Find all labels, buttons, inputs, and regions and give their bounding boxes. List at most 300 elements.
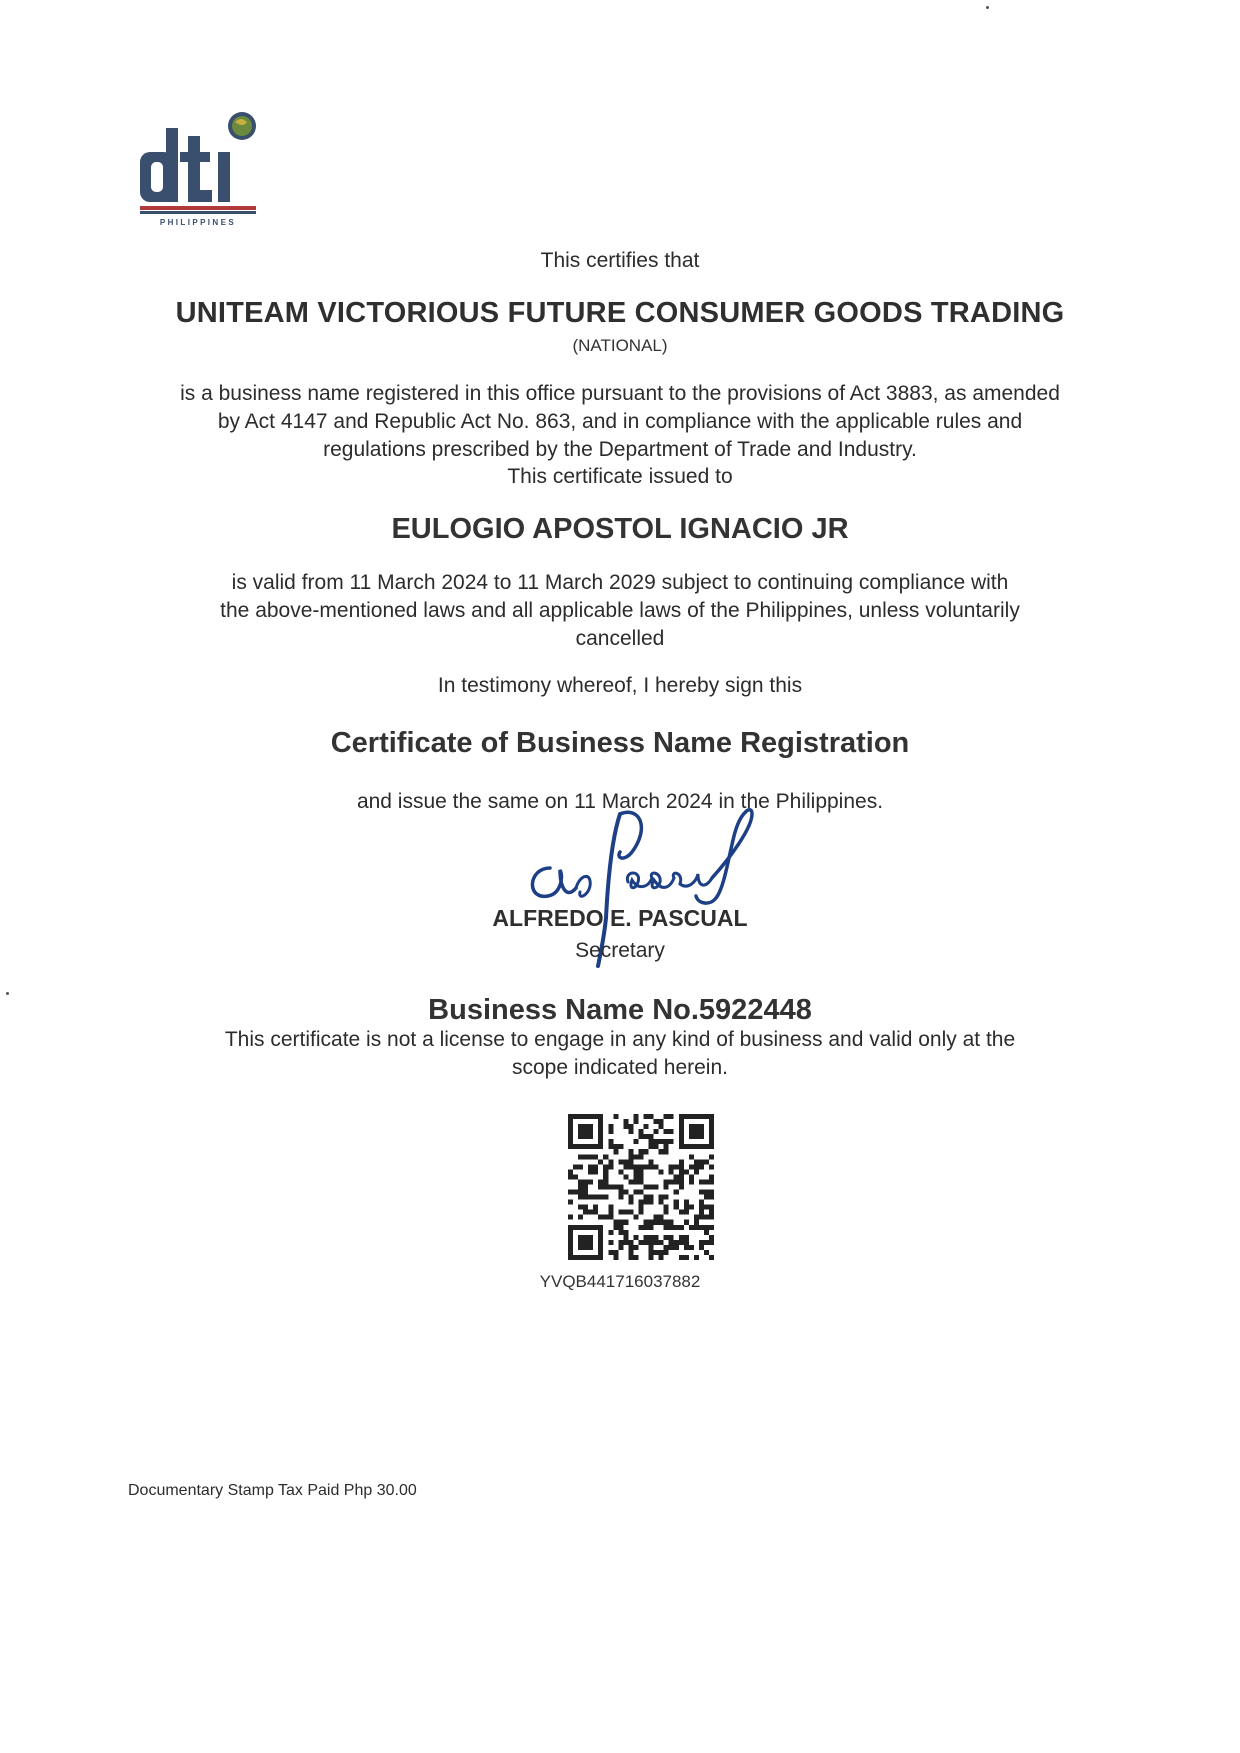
qr-module [699, 1240, 704, 1245]
qr-module [709, 1210, 714, 1215]
qr-module [674, 1174, 679, 1179]
qr-module [704, 1240, 709, 1245]
qr-module [664, 1225, 669, 1230]
qr-module [709, 1235, 714, 1240]
qr-module [664, 1195, 669, 1200]
qr-module [593, 1154, 598, 1159]
qr-module [644, 1225, 649, 1230]
qr-module [664, 1235, 669, 1240]
qr-module [664, 1220, 669, 1225]
qr-module [578, 1164, 583, 1169]
qr-module [583, 1184, 588, 1189]
qr-module [644, 1149, 649, 1154]
qr-module [684, 1169, 689, 1174]
qr-module [608, 1144, 613, 1149]
qr-module [679, 1164, 684, 1169]
qr-code-icon [568, 1114, 714, 1260]
qr-module [704, 1179, 709, 1184]
qr-module [664, 1210, 669, 1215]
qr-module [618, 1210, 623, 1215]
qr-module [638, 1154, 643, 1159]
qr-module [633, 1154, 638, 1159]
qr-module [659, 1215, 664, 1220]
qr-module [593, 1169, 598, 1174]
qr-module [669, 1179, 674, 1184]
qr-module [659, 1240, 664, 1245]
qr-module [664, 1129, 669, 1134]
qr-module [659, 1195, 664, 1200]
qr-module [603, 1215, 608, 1220]
qr-module [694, 1215, 699, 1220]
qr-module [593, 1195, 598, 1200]
qr-module [618, 1220, 623, 1225]
qr-module [618, 1190, 623, 1195]
qr-module [588, 1210, 593, 1215]
qr-module [598, 1179, 603, 1184]
qr-module [603, 1174, 608, 1179]
qr-module [699, 1200, 704, 1205]
qr-module [649, 1225, 654, 1230]
qr-module [649, 1139, 654, 1144]
dti-logo-icon [140, 110, 270, 218]
qr-module [628, 1250, 633, 1255]
qr-module [654, 1240, 659, 1245]
qr-module [638, 1169, 643, 1174]
qr-module [669, 1129, 674, 1134]
qr-module [613, 1149, 618, 1154]
qr-module [699, 1210, 704, 1215]
qr-module [613, 1250, 618, 1255]
qr-module [649, 1164, 654, 1169]
business-name-number: Business Name No.5922448 [428, 994, 812, 1026]
qr-module [709, 1154, 714, 1159]
qr-module [644, 1235, 649, 1240]
qr-module [638, 1129, 643, 1134]
paragraph-line: is a business name registered in this office pursuant to the provisions of Act 3883, as amended [180, 382, 1060, 405]
qr-module [684, 1200, 689, 1205]
qr-module [704, 1215, 709, 1220]
qr-module [674, 1179, 679, 1184]
qr-module [684, 1240, 689, 1245]
qr-module [623, 1220, 628, 1225]
qr-module [649, 1159, 654, 1164]
qr-module [608, 1205, 613, 1210]
qr-module [694, 1169, 699, 1174]
qr-module [623, 1240, 628, 1245]
qr-module [588, 1164, 593, 1169]
qr-module [573, 1164, 578, 1169]
qr-module [644, 1220, 649, 1225]
qr-module [578, 1215, 583, 1220]
qr-module [633, 1235, 638, 1240]
qr-module [689, 1179, 694, 1184]
qr-module [568, 1174, 573, 1179]
qr-module [608, 1139, 613, 1144]
qr-module [669, 1245, 674, 1250]
qr-module [689, 1164, 694, 1169]
qr-module [659, 1250, 664, 1255]
qr-module [699, 1245, 704, 1250]
qr-module [613, 1144, 618, 1149]
qr-module [573, 1174, 578, 1179]
qr-module [638, 1240, 643, 1245]
qr-module [664, 1179, 669, 1184]
qr-module [679, 1159, 684, 1164]
qr-module [613, 1255, 618, 1260]
qr-module [633, 1139, 638, 1144]
qr-module [659, 1255, 664, 1260]
paragraph-line: cancelled [575, 627, 665, 650]
qr-module [659, 1124, 664, 1129]
qr-module [649, 1255, 654, 1260]
qr-module [704, 1225, 709, 1230]
qr-module [689, 1154, 694, 1159]
qr-module [628, 1240, 633, 1245]
qr-module [613, 1220, 618, 1225]
qr-module [623, 1164, 628, 1169]
qr-module [649, 1245, 654, 1250]
qr-module [633, 1190, 638, 1195]
qr-module [633, 1114, 638, 1119]
qr-module [588, 1169, 593, 1174]
qr-module [633, 1119, 638, 1124]
qr-module [644, 1184, 649, 1189]
qr-module [598, 1195, 603, 1200]
qr-module [573, 1190, 578, 1195]
qr-module [649, 1220, 654, 1225]
qr-module [628, 1129, 633, 1134]
qr-module [644, 1240, 649, 1245]
paragraph-line: This certificate is not a license to engage in any kind of business and valid only at the [224, 1028, 1016, 1051]
qr-module [638, 1174, 643, 1179]
qr-module [593, 1210, 598, 1215]
qr-module [618, 1240, 623, 1245]
qr-module [674, 1200, 679, 1205]
qr-module [644, 1134, 649, 1139]
qr-module [669, 1220, 674, 1225]
qr-module [618, 1225, 623, 1230]
qr-module [618, 1159, 623, 1164]
qr-module [679, 1169, 684, 1174]
qr-module [709, 1179, 714, 1184]
qr-module [628, 1164, 633, 1169]
qr-module [649, 1235, 654, 1240]
qr-module [664, 1149, 669, 1154]
qr-module [659, 1149, 664, 1154]
qr-module [704, 1159, 709, 1164]
qr-module [684, 1210, 689, 1215]
qr-module [649, 1134, 654, 1139]
qr-module [623, 1190, 628, 1195]
qr-module [644, 1164, 649, 1169]
qr-module [583, 1205, 588, 1210]
qr-module [593, 1164, 598, 1169]
qr-module [633, 1215, 638, 1220]
qr-module [709, 1240, 714, 1245]
qr-module [638, 1164, 643, 1169]
qr-module [704, 1190, 709, 1195]
qr-module [689, 1174, 694, 1179]
qr-module [679, 1235, 684, 1240]
qr-module [654, 1139, 659, 1144]
qr-module [628, 1179, 633, 1184]
qr-module [568, 1215, 573, 1220]
qr-module [613, 1114, 618, 1119]
qr-module [618, 1195, 623, 1200]
qr-module [644, 1114, 649, 1119]
qr-module [623, 1235, 628, 1240]
qr-module [679, 1174, 684, 1179]
qr-module [699, 1205, 704, 1210]
signatory-name: ALFREDO E. PASCUAL [492, 905, 748, 931]
qr-module [709, 1164, 714, 1169]
qr-module [578, 1205, 583, 1210]
qr-module [598, 1215, 603, 1220]
qr-module [654, 1250, 659, 1255]
qr-module [628, 1124, 633, 1129]
issued-to-intro: This certificate issued to [507, 465, 733, 488]
qr-module [633, 1164, 638, 1169]
qr-module [608, 1240, 613, 1245]
qr-module [664, 1139, 669, 1144]
qr-module [674, 1225, 679, 1230]
paragraph-line: scope indicated herein. [512, 1056, 728, 1079]
qr-module [578, 1124, 593, 1139]
qr-module [654, 1184, 659, 1189]
qr-module [654, 1215, 659, 1220]
qr-module [679, 1179, 684, 1184]
qr-module [568, 1200, 573, 1205]
validity-paragraph [0, 569, 1240, 653]
paragraph-line: by Act 4147 and Republic Act No. 863, and in compliance with the applicable rules and [217, 410, 1023, 433]
qr-module [654, 1144, 659, 1149]
qr-module [649, 1144, 654, 1149]
qr-module [684, 1255, 689, 1260]
qr-module [684, 1245, 689, 1250]
registration-paragraph [0, 380, 1240, 464]
qr-module [578, 1184, 583, 1189]
qr-module [603, 1179, 608, 1184]
documentary-stamp-note: Documentary Stamp Tax Paid Php 30.00 [128, 1482, 417, 1499]
qr-module [638, 1134, 643, 1139]
qr-module [674, 1245, 679, 1250]
qr-module [664, 1184, 669, 1189]
qr-module [649, 1195, 654, 1200]
qr-module [684, 1205, 689, 1210]
qr-module [633, 1174, 638, 1179]
qr-module [664, 1250, 669, 1255]
qr-module [628, 1195, 633, 1200]
paragraph-line: the above-mentioned laws and all applicable laws of the Philippines, unless voluntarily [220, 599, 1020, 622]
qr-module [699, 1225, 704, 1230]
qr-module [638, 1200, 643, 1205]
qr-module [679, 1210, 684, 1215]
qr-module [654, 1164, 659, 1169]
qr-module [694, 1225, 699, 1230]
qr-module [689, 1205, 694, 1210]
qr-module [669, 1235, 674, 1240]
qr-module [618, 1169, 623, 1174]
qr-module [588, 1179, 593, 1184]
qr-module [603, 1169, 608, 1174]
qr-module [699, 1159, 704, 1164]
qr-module [608, 1129, 613, 1134]
qr-module [679, 1184, 684, 1189]
qr-module [613, 1225, 618, 1230]
qr-module [709, 1215, 714, 1220]
qr-module [699, 1179, 704, 1184]
signatory-title: Secretary [575, 939, 665, 962]
qr-module [709, 1195, 714, 1200]
qr-module [613, 1184, 618, 1189]
qr-module [654, 1129, 659, 1134]
qr-module [628, 1200, 633, 1205]
qr-module [649, 1200, 654, 1205]
paragraph-line: regulations prescribed by the Department of Trade and Industry. [323, 438, 917, 461]
qr-module [603, 1195, 608, 1200]
qr-module [689, 1225, 694, 1230]
scan-speck [6, 992, 9, 995]
qr-module [633, 1179, 638, 1184]
qr-module [704, 1230, 709, 1235]
qr-module [578, 1235, 593, 1250]
qr-module [618, 1245, 623, 1250]
qr-module [679, 1240, 684, 1245]
qr-module [583, 1210, 588, 1215]
qr-module [583, 1179, 588, 1184]
qr-module [659, 1200, 664, 1205]
qr-module [598, 1184, 603, 1189]
qr-module [568, 1190, 573, 1195]
qr-module [588, 1195, 593, 1200]
qr-module [618, 1230, 623, 1235]
qr-module [694, 1255, 699, 1260]
qr-module [608, 1184, 613, 1189]
qr-module [704, 1195, 709, 1200]
qr-module [628, 1159, 633, 1164]
qr-module [704, 1205, 709, 1210]
qr-module [608, 1124, 613, 1129]
qr-module [649, 1184, 654, 1189]
qr-module [608, 1250, 613, 1255]
qr-module [699, 1215, 704, 1220]
qr-module [598, 1159, 603, 1164]
qr-module [608, 1159, 613, 1164]
qr-module [578, 1190, 583, 1195]
qr-module [674, 1205, 679, 1210]
qr-module [578, 1154, 583, 1159]
qr-module [608, 1215, 613, 1220]
qr-module [638, 1205, 643, 1210]
qr-module [608, 1164, 613, 1169]
qr-module [623, 1119, 628, 1124]
issue-line: and issue the same on 11 March 2024 in the Philippines. [356, 790, 884, 813]
qr-module [633, 1255, 638, 1260]
qr-module [644, 1124, 649, 1129]
qr-module [649, 1114, 654, 1119]
qr-module [644, 1200, 649, 1205]
qr-module [628, 1149, 633, 1154]
qr-module [689, 1245, 694, 1250]
qr-module [684, 1235, 689, 1240]
qr-module [659, 1169, 664, 1174]
qr-module [669, 1225, 674, 1230]
qr-module [654, 1220, 659, 1225]
qr-module [623, 1230, 628, 1235]
qr-module [638, 1179, 643, 1184]
qr-module [583, 1154, 588, 1159]
qr-module [659, 1139, 664, 1144]
qr-module [654, 1235, 659, 1240]
testimony-line: In testimony whereof, I hereby sign this [437, 674, 803, 697]
dti-logo [140, 110, 270, 230]
qr-module [593, 1205, 598, 1210]
qr-module [623, 1159, 628, 1164]
certifies-intro: This certifies that [540, 249, 700, 272]
qr-module [628, 1245, 633, 1250]
qr-module [583, 1190, 588, 1195]
qr-module [664, 1114, 669, 1119]
qr-module [633, 1245, 638, 1250]
qr-module [623, 1174, 628, 1179]
qr-code-text: YVQB441716037882 [539, 1272, 701, 1291]
qr-module [633, 1169, 638, 1174]
scan-speck [986, 6, 989, 9]
qr-module [659, 1119, 664, 1124]
qr-module [699, 1190, 704, 1195]
qr-module [618, 1144, 623, 1149]
qr-module [603, 1184, 608, 1189]
qr-module [704, 1250, 709, 1255]
qr-module [674, 1190, 679, 1195]
qr-module [679, 1225, 684, 1230]
qr-module [603, 1164, 608, 1169]
qr-module [679, 1255, 684, 1260]
qr-module [684, 1220, 689, 1225]
qr-module [568, 1169, 573, 1174]
qr-module [588, 1154, 593, 1159]
qr-module [583, 1195, 588, 1200]
qr-module [654, 1119, 659, 1124]
qr-module [669, 1240, 674, 1245]
qr-module [664, 1205, 669, 1210]
business-scope: (NATIONAL) [572, 336, 668, 355]
certificate-title: Certificate of Business Name Registration [330, 727, 910, 759]
qr-module [709, 1205, 714, 1210]
qr-module [669, 1169, 674, 1174]
qr-module [709, 1174, 714, 1179]
qr-module [649, 1250, 654, 1255]
qr-module [644, 1195, 649, 1200]
paragraph-line: is valid from 11 March 2024 to 11 March 2029 subject to continuing compliance with [231, 571, 1009, 594]
qr-module [709, 1255, 714, 1260]
qr-module [709, 1190, 714, 1195]
qr-module [674, 1240, 679, 1245]
qr-module [664, 1144, 669, 1149]
qr-module [608, 1230, 613, 1235]
qr-module [578, 1195, 583, 1200]
qr-module [709, 1225, 714, 1230]
qr-module [628, 1255, 633, 1260]
qr-module [649, 1240, 654, 1245]
qr-module [664, 1245, 669, 1250]
qr-module [659, 1220, 664, 1225]
qr-module [578, 1179, 583, 1184]
owner-name: EULOGIO APOSTOL IGNACIO JR [391, 513, 849, 545]
qr-module [638, 1210, 643, 1215]
qr-module [699, 1164, 704, 1169]
qr-module [608, 1210, 613, 1215]
